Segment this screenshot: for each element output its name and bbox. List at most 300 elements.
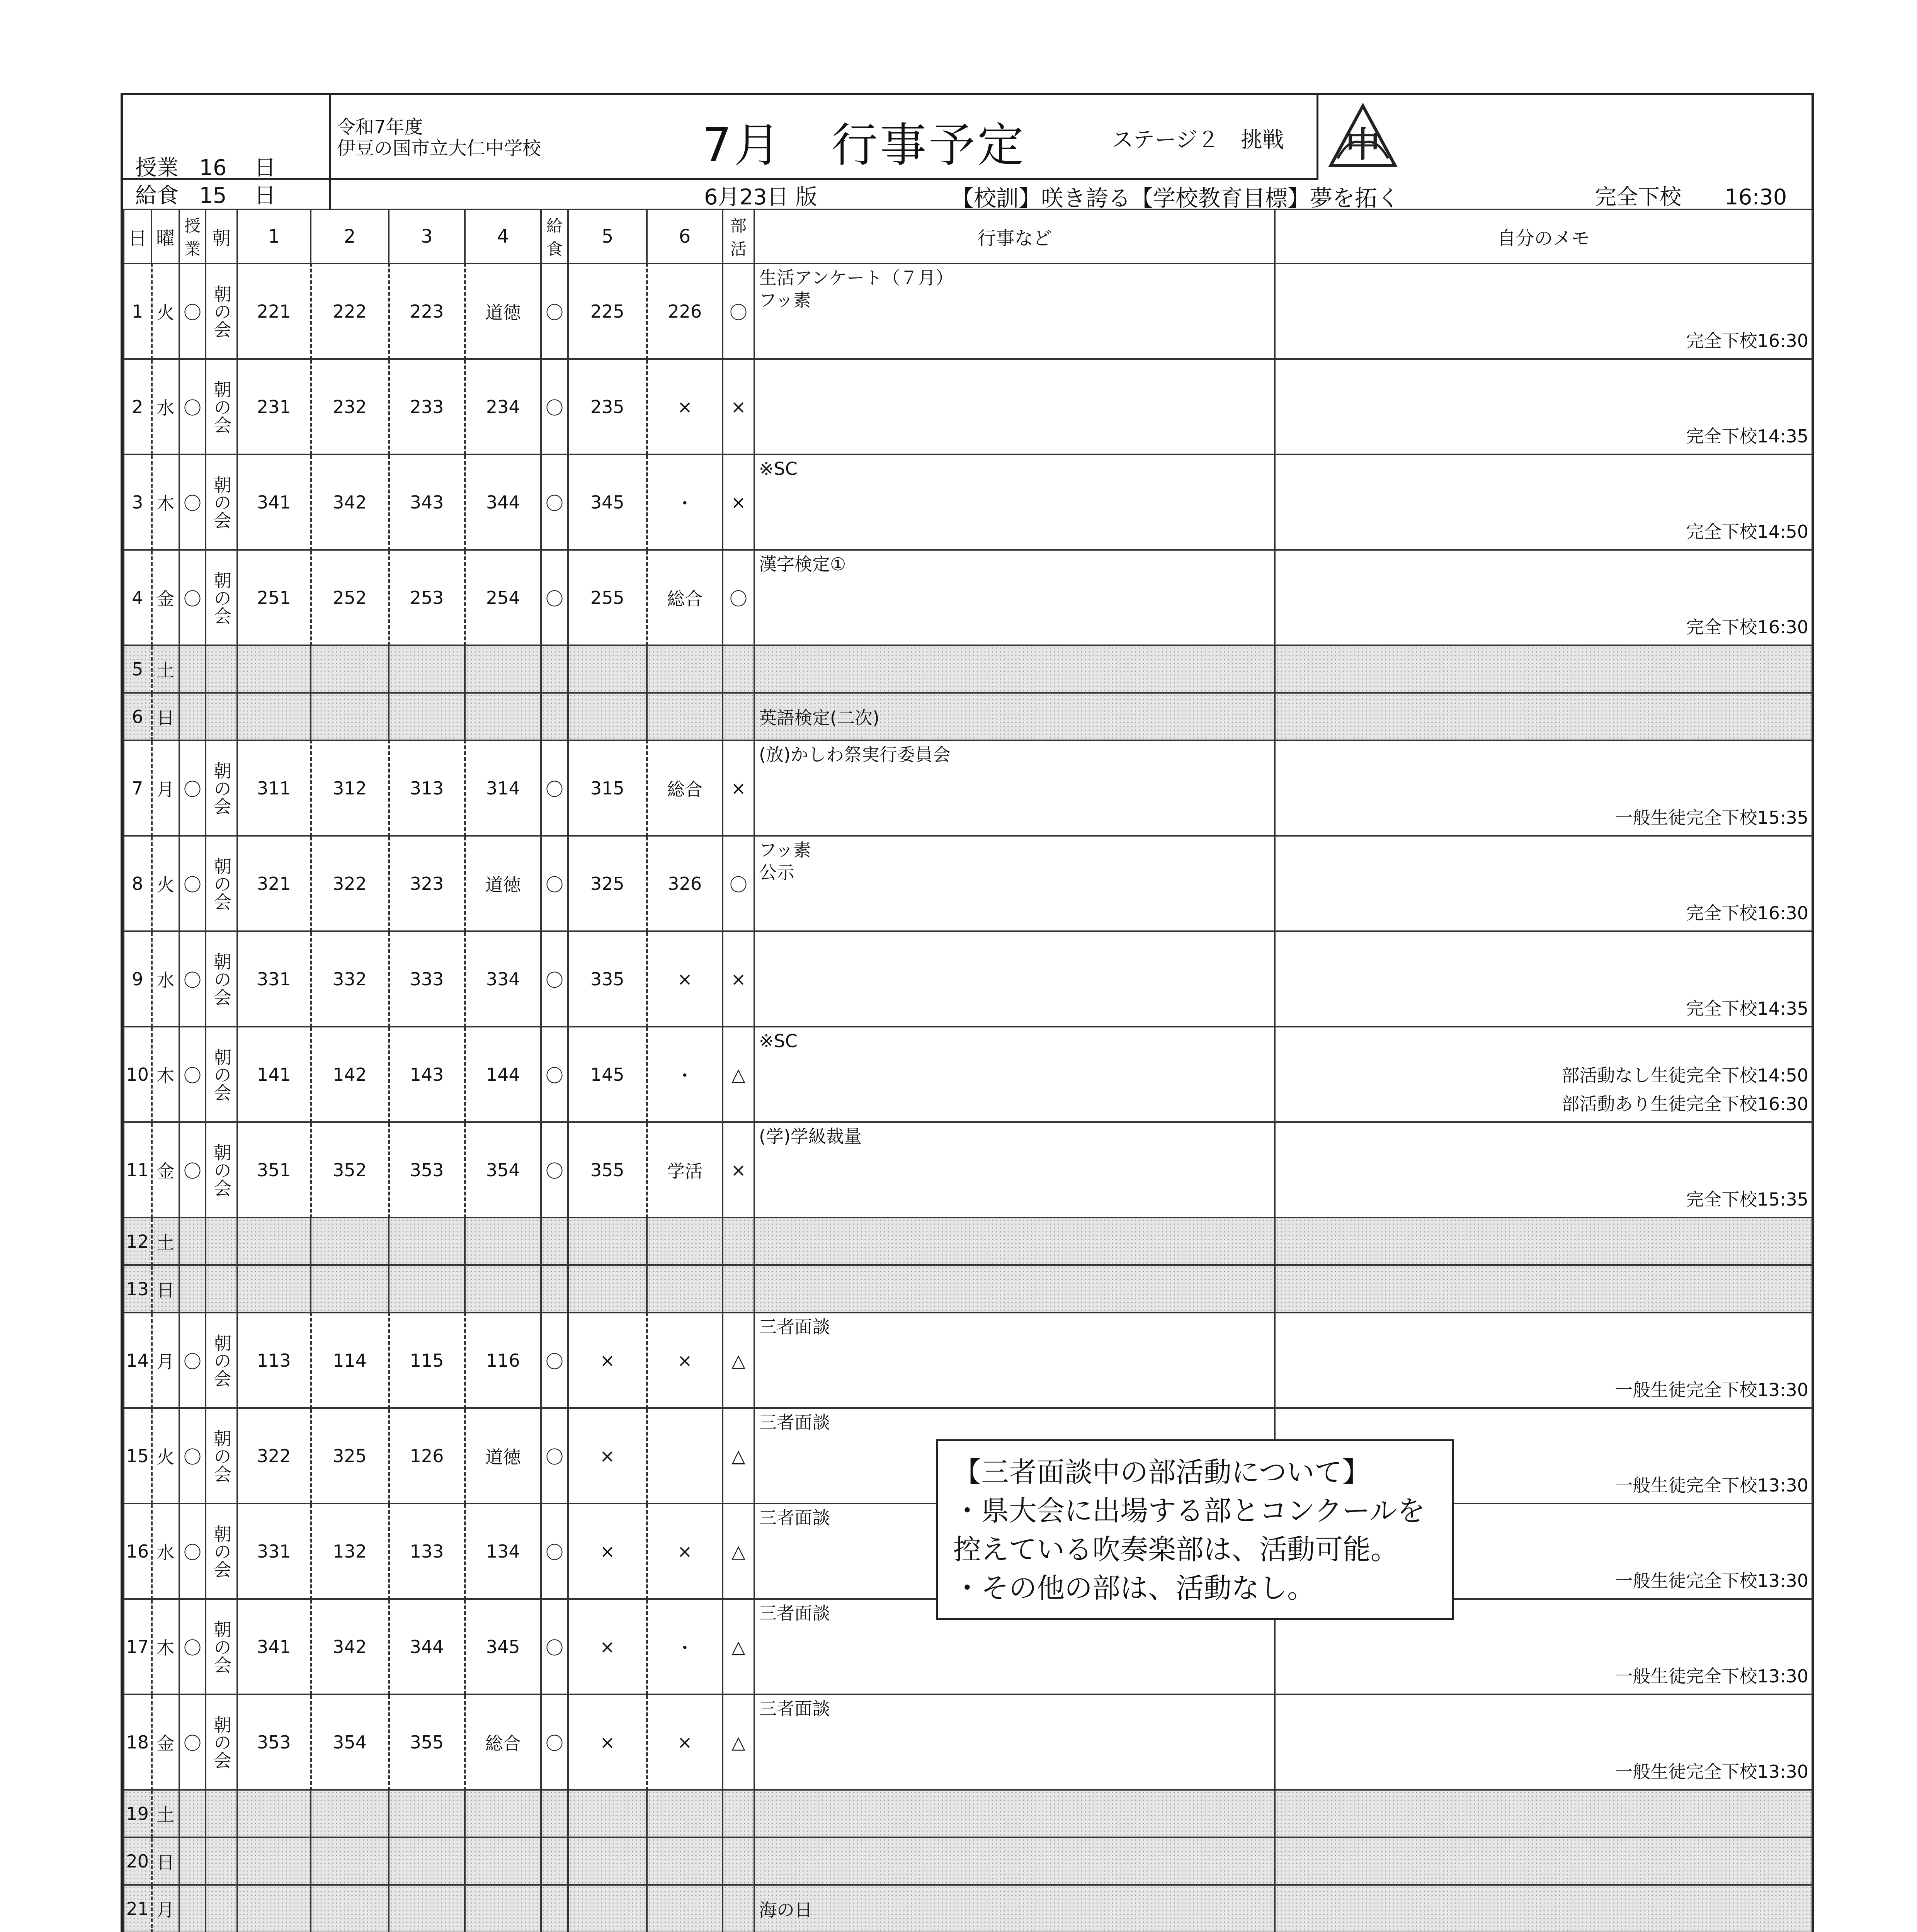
empty-cell xyxy=(723,1885,754,1932)
empty-cell xyxy=(647,693,723,740)
empty-cell xyxy=(179,1265,206,1313)
empty-cell xyxy=(465,1790,541,1837)
club-mark: × xyxy=(723,1122,754,1218)
header xyxy=(121,93,1814,209)
col-day: 日 xyxy=(124,209,151,264)
morning-meeting xyxy=(206,1408,237,1503)
event-text: フッ素 公示 xyxy=(754,836,1275,931)
empty-cell xyxy=(311,693,389,740)
period-4: 254 xyxy=(465,550,541,645)
lesson-mark: 〇 xyxy=(179,454,206,550)
day-number: 8 xyxy=(124,836,151,931)
holiday-row xyxy=(124,693,1812,740)
day-number: 11 xyxy=(124,1122,151,1218)
school-logo xyxy=(1326,100,1400,174)
club-mark: △ xyxy=(723,1503,754,1599)
period-6: × xyxy=(647,359,723,454)
memo-text xyxy=(1275,1885,1812,1932)
version-label: 6月23日 版 xyxy=(704,185,817,210)
period-3: 333 xyxy=(389,931,465,1027)
empty-cell xyxy=(311,1837,389,1885)
event-text xyxy=(754,1218,1275,1265)
lesson-mark: 〇 xyxy=(179,1694,206,1790)
memo-text: 一般生徒完全下校13:30 xyxy=(1275,1694,1812,1790)
era-year: 令和7年度 xyxy=(337,116,423,138)
col-period-6: 6 xyxy=(647,209,723,264)
lesson-mark: 〇 xyxy=(179,1599,206,1694)
memo-text xyxy=(1275,1837,1812,1885)
period-2: 342 xyxy=(311,1599,389,1694)
day-number: 19 xyxy=(124,1790,151,1837)
empty-cell xyxy=(465,693,541,740)
empty-cell xyxy=(206,1790,237,1837)
holiday-row xyxy=(124,1790,1812,1837)
empty-cell xyxy=(541,1790,568,1837)
empty-cell xyxy=(237,1837,311,1885)
empty-cell xyxy=(237,1790,311,1837)
col-events: 行事など xyxy=(754,209,1275,264)
event-text xyxy=(754,1790,1275,1837)
event-text: 生活アンケート（７月） フッ素 xyxy=(754,264,1275,359)
memo-text: 完全下校16:30 xyxy=(1275,550,1812,645)
period-6: 226 xyxy=(647,264,723,359)
day-number: 9 xyxy=(124,931,151,1027)
period-4: 345 xyxy=(465,1599,541,1694)
lunch-mark: 〇 xyxy=(541,359,568,454)
period-2: 354 xyxy=(311,1694,389,1790)
period-4: 134 xyxy=(465,1503,541,1599)
day-number: 5 xyxy=(124,645,151,693)
lunch-mark: 〇 xyxy=(541,264,568,359)
lunch-mark: 〇 xyxy=(541,1122,568,1218)
period-4: 144 xyxy=(465,1027,541,1122)
club-mark: × xyxy=(723,359,754,454)
empty-cell xyxy=(541,1885,568,1932)
period-5: × xyxy=(568,1313,647,1408)
holiday-row xyxy=(124,1218,1812,1265)
lesson-mark: 〇 xyxy=(179,931,206,1027)
day-row xyxy=(124,1122,1812,1218)
dismissal-time: 完全下校 16:30 xyxy=(1595,185,1787,210)
period-5: 255 xyxy=(568,550,647,645)
col-memo: 自分のメモ xyxy=(1275,209,1812,264)
morning-meeting-label: 朝の会 xyxy=(211,380,232,434)
club-mark: △ xyxy=(723,1599,754,1694)
lunch-mark: 〇 xyxy=(541,454,568,550)
col-lunch: 給食 xyxy=(541,209,568,264)
club-mark: × xyxy=(723,454,754,550)
lunch-mark: 〇 xyxy=(541,931,568,1027)
lesson-mark: 〇 xyxy=(179,1408,206,1503)
period-5: 335 xyxy=(568,931,647,1027)
schedule-table xyxy=(123,209,1813,1932)
period-3: 223 xyxy=(389,264,465,359)
header-row xyxy=(124,209,1812,264)
event-text: 漢字検定① xyxy=(754,550,1275,645)
empty-cell xyxy=(465,1837,541,1885)
club-mark: △ xyxy=(723,1027,754,1122)
memo-text: 一般生徒完全下校13:30 xyxy=(1275,1599,1812,1694)
day-number: 13 xyxy=(124,1265,151,1313)
period-3: 353 xyxy=(389,1122,465,1218)
empty-cell xyxy=(541,1265,568,1313)
empty-cell xyxy=(568,693,647,740)
lesson-mark: 〇 xyxy=(179,1503,206,1599)
period-1: 311 xyxy=(237,740,311,836)
col-club: 部活 xyxy=(723,209,754,264)
period-6: × xyxy=(647,1313,723,1408)
lesson-mark: 〇 xyxy=(179,1027,206,1122)
period-5: × xyxy=(568,1408,647,1503)
period-1: 251 xyxy=(237,550,311,645)
stage-label: ステージ２ 挑戦 xyxy=(1112,128,1284,153)
weekday: 日 xyxy=(151,1265,179,1313)
period-3: 313 xyxy=(389,740,465,836)
empty-cell xyxy=(723,1265,754,1313)
day-number: 10 xyxy=(124,1027,151,1122)
period-5: 315 xyxy=(568,740,647,836)
morning-meeting-label: 朝の会 xyxy=(211,1048,232,1101)
period-4: 道徳 xyxy=(465,836,541,931)
lunch-mark: 〇 xyxy=(541,1313,568,1408)
empty-cell xyxy=(465,1265,541,1313)
period-6: ・ xyxy=(647,454,723,550)
memo-text xyxy=(1275,1790,1812,1837)
empty-cell xyxy=(389,645,465,693)
club-mark: 〇 xyxy=(723,836,754,931)
memo-text: 完全下校15:35 xyxy=(1275,1122,1812,1218)
memo-text: 完全下校14:35 xyxy=(1275,359,1812,454)
period-6: ・ xyxy=(647,1599,723,1694)
period-6: 学活 xyxy=(647,1122,723,1218)
morning-meeting-label: 朝の会 xyxy=(211,761,232,815)
morning-meeting xyxy=(206,1503,237,1599)
morning-meeting xyxy=(206,550,237,645)
weekday: 金 xyxy=(151,1122,179,1218)
memo-text: 部活動なし生徒完全下校14:50 部活動あり生徒完全下校16:30 xyxy=(1275,1027,1812,1122)
empty-cell xyxy=(723,693,754,740)
weekday: 水 xyxy=(151,931,179,1027)
empty-cell xyxy=(389,1218,465,1265)
empty-cell xyxy=(723,1790,754,1837)
period-1: 231 xyxy=(237,359,311,454)
period-1: 341 xyxy=(237,454,311,550)
period-3: 344 xyxy=(389,1599,465,1694)
empty-cell xyxy=(465,1218,541,1265)
empty-cell xyxy=(541,645,568,693)
notice-line: ・県大会に出場する部とコンクールを xyxy=(953,1495,1425,1527)
morning-meeting-label: 朝の会 xyxy=(211,475,232,529)
memo-text: 一般生徒完全下校13:30 xyxy=(1275,1408,1812,1503)
holiday-row xyxy=(124,1837,1812,1885)
period-3: 133 xyxy=(389,1503,465,1599)
period-2: 322 xyxy=(311,836,389,931)
lunch-mark: 〇 xyxy=(541,1694,568,1790)
period-1: 331 xyxy=(237,1503,311,1599)
period-6: 総合 xyxy=(647,740,723,836)
lesson-mark: 〇 xyxy=(179,1122,206,1218)
club-mark: 〇 xyxy=(723,550,754,645)
empty-cell xyxy=(179,693,206,740)
empty-cell xyxy=(237,693,311,740)
period-5: × xyxy=(568,1694,647,1790)
period-5: 145 xyxy=(568,1027,647,1122)
morning-meeting-label: 朝の会 xyxy=(211,1620,232,1673)
event-text: 三者面談 xyxy=(754,1599,1275,1694)
weekday: 木 xyxy=(151,1027,179,1122)
meals-summary: 給食 15 日 xyxy=(135,183,276,208)
memo-text: 一般生徒完全下校13:30 xyxy=(1275,1503,1812,1599)
col-period-2: 2 xyxy=(311,209,389,264)
event-text xyxy=(754,645,1275,693)
weekday: 水 xyxy=(151,1503,179,1599)
empty-cell xyxy=(389,693,465,740)
lesson-mark: 〇 xyxy=(179,359,206,454)
empty-cell xyxy=(723,1837,754,1885)
empty-cell xyxy=(541,1218,568,1265)
day-row xyxy=(124,454,1812,550)
period-6: 総合 xyxy=(647,550,723,645)
day-number: 21 xyxy=(124,1885,151,1932)
empty-cell xyxy=(647,1790,723,1837)
period-4: 334 xyxy=(465,931,541,1027)
period-6: 326 xyxy=(647,836,723,931)
empty-cell xyxy=(179,1837,206,1885)
event-text: 海の日 xyxy=(754,1885,1275,1932)
day-row xyxy=(124,1313,1812,1408)
club-mark: × xyxy=(723,740,754,836)
empty-cell xyxy=(389,1790,465,1837)
event-text: ※SC xyxy=(754,454,1275,550)
memo-text: 完全下校16:30 xyxy=(1275,264,1812,359)
notice-title: 【三者面談中の部活動について】 xyxy=(953,1456,1370,1488)
empty-cell xyxy=(389,1265,465,1313)
lunch-mark: 〇 xyxy=(541,1408,568,1503)
lunch-mark: 〇 xyxy=(541,1027,568,1122)
lesson-mark: 〇 xyxy=(179,740,206,836)
event-text: ※SC xyxy=(754,1027,1275,1122)
morning-meeting xyxy=(206,740,237,836)
lunch-mark: 〇 xyxy=(541,1599,568,1694)
memo-text xyxy=(1275,1265,1812,1313)
empty-cell xyxy=(311,1265,389,1313)
lunch-mark: 〇 xyxy=(541,836,568,931)
period-4: 354 xyxy=(465,1122,541,1218)
period-2: 332 xyxy=(311,931,389,1027)
event-text: 三者面談 xyxy=(754,1694,1275,1790)
notice-line: ・その他の部は、活動なし。 xyxy=(953,1572,1315,1604)
period-3: 115 xyxy=(389,1313,465,1408)
day-number: 17 xyxy=(124,1599,151,1694)
day-number: 1 xyxy=(124,264,151,359)
period-2: 325 xyxy=(311,1408,389,1503)
period-3: 233 xyxy=(389,359,465,454)
day-number: 6 xyxy=(124,693,151,740)
period-2: 142 xyxy=(311,1027,389,1122)
empty-cell xyxy=(465,1885,541,1932)
empty-cell xyxy=(237,1265,311,1313)
club-mark: △ xyxy=(723,1408,754,1503)
day-row xyxy=(124,359,1812,454)
club-mark: 〇 xyxy=(723,264,754,359)
period-6: × xyxy=(647,931,723,1027)
period-1: 141 xyxy=(237,1027,311,1122)
empty-cell xyxy=(647,1837,723,1885)
day-row xyxy=(124,836,1812,931)
period-1: 353 xyxy=(237,1694,311,1790)
empty-cell xyxy=(568,645,647,693)
period-5: 225 xyxy=(568,264,647,359)
period-2: 352 xyxy=(311,1122,389,1218)
event-text: (学)学級裁量 xyxy=(754,1122,1275,1218)
lessons-summary: 授業 16 日 xyxy=(135,155,276,180)
morning-meeting xyxy=(206,1599,237,1694)
period-2: 252 xyxy=(311,550,389,645)
period-4: 道徳 xyxy=(465,264,541,359)
empty-cell xyxy=(311,645,389,693)
morning-meeting-label: 朝の会 xyxy=(211,857,232,910)
morning-meeting-label: 朝の会 xyxy=(211,571,232,624)
memo-text xyxy=(1275,693,1812,740)
weekday: 土 xyxy=(151,645,179,693)
school-motto: 【校訓】咲き誇る【学校教育目標】夢を拓く xyxy=(951,185,1400,211)
col-period-3: 3 xyxy=(389,209,465,264)
empty-cell xyxy=(206,1265,237,1313)
period-6 xyxy=(647,1408,723,1503)
col-weekday: 曜 xyxy=(151,209,179,264)
notice-line: 控えている吹奏楽部は、活動可能。 xyxy=(953,1533,1399,1566)
col-period-1: 1 xyxy=(237,209,311,264)
empty-cell xyxy=(389,1885,465,1932)
period-5: 325 xyxy=(568,836,647,931)
event-text xyxy=(754,1837,1275,1885)
period-1: 322 xyxy=(237,1408,311,1503)
col-morning: 朝 xyxy=(206,209,237,264)
club-activity-notice xyxy=(936,1439,1454,1620)
empty-cell xyxy=(541,1837,568,1885)
period-2: 312 xyxy=(311,740,389,836)
period-5: 235 xyxy=(568,359,647,454)
col-lesson: 授業 xyxy=(179,209,206,264)
weekday: 月 xyxy=(151,740,179,836)
weekday: 土 xyxy=(151,1218,179,1265)
day-number: 16 xyxy=(124,1503,151,1599)
page-title: 7月 行事予定 xyxy=(702,119,1026,172)
lesson-mark: 〇 xyxy=(179,264,206,359)
morning-meeting-label: 朝の会 xyxy=(211,1429,232,1483)
empty-cell xyxy=(179,1218,206,1265)
event-text: 英語検定(二次) xyxy=(754,693,1275,740)
period-6: ・ xyxy=(647,1027,723,1122)
holiday-row xyxy=(124,1265,1812,1313)
day-number: 14 xyxy=(124,1313,151,1408)
empty-cell xyxy=(723,1218,754,1265)
day-number: 18 xyxy=(124,1694,151,1790)
period-1: 113 xyxy=(237,1313,311,1408)
period-3: 323 xyxy=(389,836,465,931)
period-6: × xyxy=(647,1503,723,1599)
period-5: 345 xyxy=(568,454,647,550)
empty-cell xyxy=(237,645,311,693)
day-number: 4 xyxy=(124,550,151,645)
period-2: 232 xyxy=(311,359,389,454)
lesson-mark: 〇 xyxy=(179,836,206,931)
event-text: 三者面談 xyxy=(754,1408,1275,1503)
lunch-mark: 〇 xyxy=(541,740,568,836)
empty-cell xyxy=(206,645,237,693)
morning-meeting-label: 朝の会 xyxy=(211,952,232,1006)
empty-cell xyxy=(389,1837,465,1885)
day-row xyxy=(124,931,1812,1027)
event-text xyxy=(754,359,1275,454)
holiday-row xyxy=(124,645,1812,693)
period-6: × xyxy=(647,1694,723,1790)
weekday: 月 xyxy=(151,1313,179,1408)
event-text: (放)かしわ祭実行委員会 xyxy=(754,740,1275,836)
period-5: 355 xyxy=(568,1122,647,1218)
memo-text: 一般生徒完全下校15:35 xyxy=(1275,740,1812,836)
empty-cell xyxy=(465,645,541,693)
empty-cell xyxy=(179,645,206,693)
empty-cell xyxy=(723,645,754,693)
weekday: 木 xyxy=(151,1599,179,1694)
morning-meeting-label: 朝の会 xyxy=(211,1333,232,1387)
club-mark: × xyxy=(723,931,754,1027)
empty-cell xyxy=(568,1265,647,1313)
day-number: 3 xyxy=(124,454,151,550)
col-period-5: 5 xyxy=(568,209,647,264)
weekday: 日 xyxy=(151,693,179,740)
morning-meeting-label: 朝の会 xyxy=(211,1524,232,1578)
weekday: 火 xyxy=(151,1408,179,1503)
club-mark: △ xyxy=(723,1313,754,1408)
col-period-4: 4 xyxy=(465,209,541,264)
morning-meeting xyxy=(206,1027,237,1122)
weekday: 日 xyxy=(151,1837,179,1885)
day-number: 2 xyxy=(124,359,151,454)
day-row xyxy=(124,1694,1812,1790)
period-2: 342 xyxy=(311,454,389,550)
period-2: 222 xyxy=(311,264,389,359)
empty-cell xyxy=(206,693,237,740)
weekday: 木 xyxy=(151,454,179,550)
lesson-mark: 〇 xyxy=(179,1313,206,1408)
morning-meeting xyxy=(206,1694,237,1790)
empty-cell xyxy=(311,1790,389,1837)
memo-text xyxy=(1275,1218,1812,1265)
morning-meeting xyxy=(206,931,237,1027)
period-4: 314 xyxy=(465,740,541,836)
weekday: 土 xyxy=(151,1790,179,1837)
empty-cell xyxy=(179,1885,206,1932)
period-1: 331 xyxy=(237,931,311,1027)
day-row xyxy=(124,740,1812,836)
period-1: 321 xyxy=(237,836,311,931)
weekday: 水 xyxy=(151,359,179,454)
morning-meeting-label: 朝の会 xyxy=(211,284,232,338)
period-3: 126 xyxy=(389,1408,465,1503)
empty-cell xyxy=(237,1885,311,1932)
holiday-row xyxy=(124,1885,1812,1932)
day-row xyxy=(124,550,1812,645)
morning-meeting xyxy=(206,836,237,931)
day-number: 15 xyxy=(124,1408,151,1503)
period-5: × xyxy=(568,1503,647,1599)
period-3: 355 xyxy=(389,1694,465,1790)
empty-cell xyxy=(647,1218,723,1265)
weekday: 金 xyxy=(151,1694,179,1790)
empty-cell xyxy=(206,1837,237,1885)
